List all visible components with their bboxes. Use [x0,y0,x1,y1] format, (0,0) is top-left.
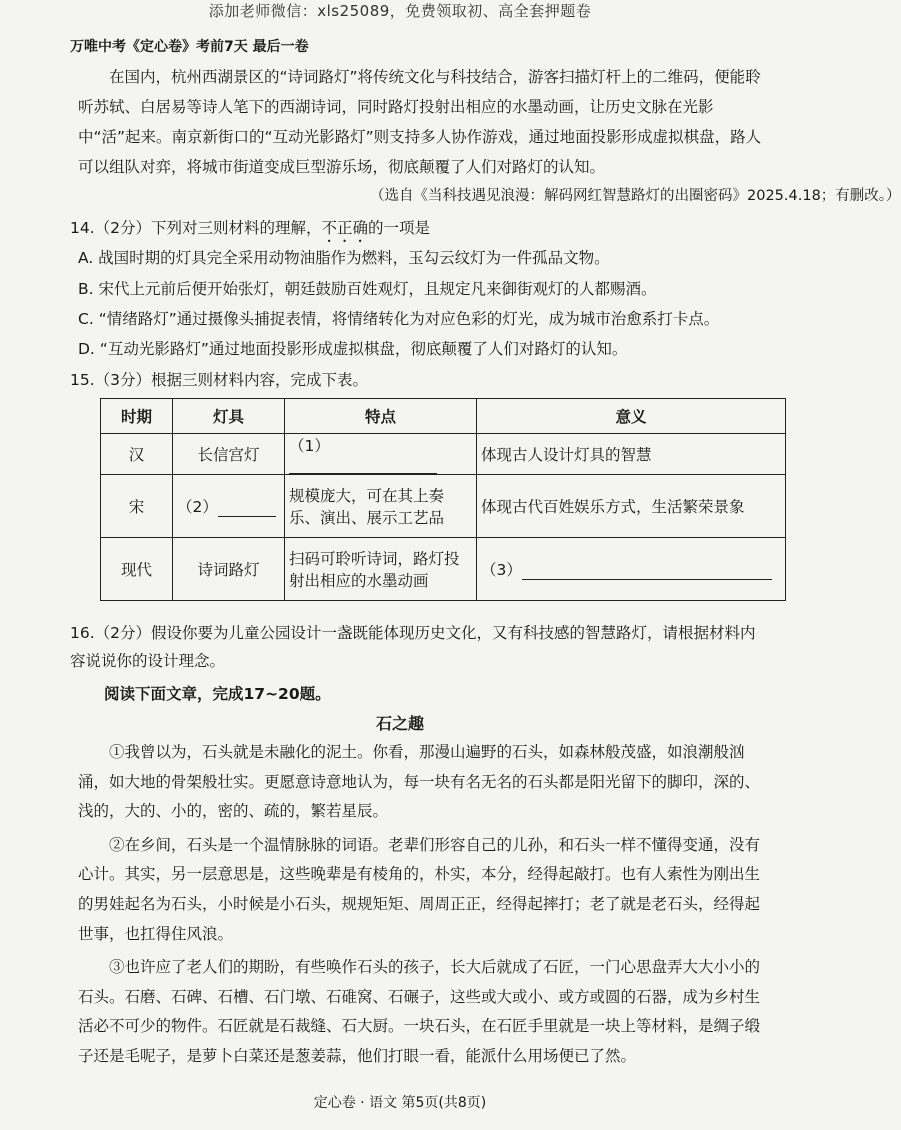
question-15-stem: 15.（3分）根据三则材料内容，完成下表。 [70,371,369,389]
cell-feature: 扫码可聆听诗词，路灯投射出相应的水墨动画 [285,538,477,601]
reading-intro: 阅读下面文章，完成17~20题。 [104,685,331,703]
table-header-feature: 特点 [285,399,477,434]
question-16: 16.（2分）假设你要为儿童公园设计一盏既能体现历史文化，又有科技感的智慧路灯，请根据材料内容说说你的设计理念。 [70,624,756,670]
cell-feature-blank[interactable] [285,434,477,475]
essay-body [78,738,762,1072]
answer-blank-2[interactable] [218,516,276,517]
q14-option-b: B. 宋代上元前后便开始张灯，朝廷鼓励百姓观灯，且规定凡来御街观灯的人都赐酒。 [78,280,657,298]
q14-stem-emphasis: 不正确 [321,219,369,237]
cell-lamp-blank[interactable] [173,475,285,538]
passage-paragraph: 在国内，杭州西湖景区的“诗词路灯”将传统文化与科技结合，游客扫描灯杆上的二维码，便能聆听苏轼、白居易等诗人笔下的西湖诗词，同时路灯投射出相应的水墨动画，让历史文脉在光影中“活”起来。南京新街口的“互动光影路灯”则支持多人协作游戏，通过地面投影形成虚拟棋盘，路人可以组队对弈，将城市街道变成巨型游乐场，彻底颠覆了人们对路灯的认知。 [78,68,762,176]
cell-meaning: 体现古代百姓娱乐方式，生活繁荣景象 [477,475,786,538]
blank-label: （3） [481,561,522,579]
cell-period: 宋 [101,475,173,538]
q14-option-c: C. “情绪路灯”通过摄像头捕捉表情，将情绪转化为对应色彩的灯光，成为城市治愈系打卡点。 [78,310,720,328]
essay-paragraph-3: ③也许应了老人们的期盼，有些唤作石头的孩子，长大后就成了石匠，一门心思盘弄大大小小的石头。石磨、石碑、石槽、石门墩、石碓窝、石碾子，这些或大或小、或方或圆的石器，成为乡村生活必不可少的物件。石匠就是石裁缝、石大厨。一块石头，在石匠手里就是一块上等材料，是绸子缎子还是毛呢子，是萝卜白菜还是葱姜蒜，他们打眼一看，能派什么用场便已了然。 [78,958,761,1065]
passage-source: （选自《当科技遇见浪漫：解码网红智慧路灯的出圈密码》2025.4.18；有删改。） [370,188,901,204]
cell-period: 汉 [101,434,173,475]
page-footer: 定心卷 · 语文 第5页(共8页) [313,1095,487,1111]
cell-meaning-blank[interactable] [477,538,786,601]
q15-table [100,398,786,601]
q14-option-d: D. “互动光影路灯”通过地面投影形成虚拟棋盘，彻底颠覆了人们对路灯的认知。 [78,340,628,358]
table-row [101,434,786,475]
table-row [101,475,786,538]
blank-label: （1） [289,437,330,455]
cell-meaning: 体现古人设计灯具的智慧 [477,434,786,475]
q14-option-a: A. 战国时期的灯具完全采用动物油脂作为燃料，玉勾云纹灯为一件孤品文物。 [78,249,610,267]
essay-title: 石之趣 [375,714,424,733]
essay-paragraph-2: ②在乡间，石头是一个温情脉脉的词语。老辈们形容自己的儿孙，和石头一样不懂得变通，没有心计。其实，另一层意思是，这些晚辈是有棱角的，朴实，本分，经得起敲打。也有人索性为刚出生的男娃起名为石头，小时候是小石头，规规矩矩、周周正正，经得起摔打；老了就是老石头，经得起世事，也扛得住风浪。 [78,835,761,943]
table-header-period: 时期 [101,399,173,434]
blank-label: （2） [177,498,218,516]
question-14-stem [70,214,770,246]
q14-stem-pre: 14.（2分）下列对三则材料的理解， [70,219,322,237]
cell-lamp: 长信宫灯 [173,434,285,475]
essay-paragraph-1: ①我曾以为，石头就是未融化的泥土。你看，那漫山遍野的石头，如森林般茂盛，如浪潮般汹涌，如大地的骨架般壮实。更愿意诗意地认为，每一块有名无名的石头都是阳光留下的脚印，深的、浅的，大的、小的，密的、疏的，繁若星辰。 [78,743,761,821]
answer-blank-1[interactable] [289,473,437,474]
cell-feature: 规模庞大，可在其上奏乐、演出、展示工艺品 [285,475,477,538]
table-header-lamp: 灯具 [173,399,285,434]
table-row [101,538,786,601]
exam-header: 万唯中考《定心卷》考前7天 最后一卷 [70,39,309,55]
passage-intro [78,62,762,182]
table-header-meaning: 意义 [477,399,786,434]
cell-lamp: 诗词路灯 [173,538,285,601]
watermark-banner: 添加老师微信：xls25089，免费领取初、高全套押题卷 [208,2,592,20]
q14-stem-post: 的一项是 [368,219,431,237]
answer-blank-3[interactable] [522,579,772,580]
cell-period: 现代 [101,538,173,601]
